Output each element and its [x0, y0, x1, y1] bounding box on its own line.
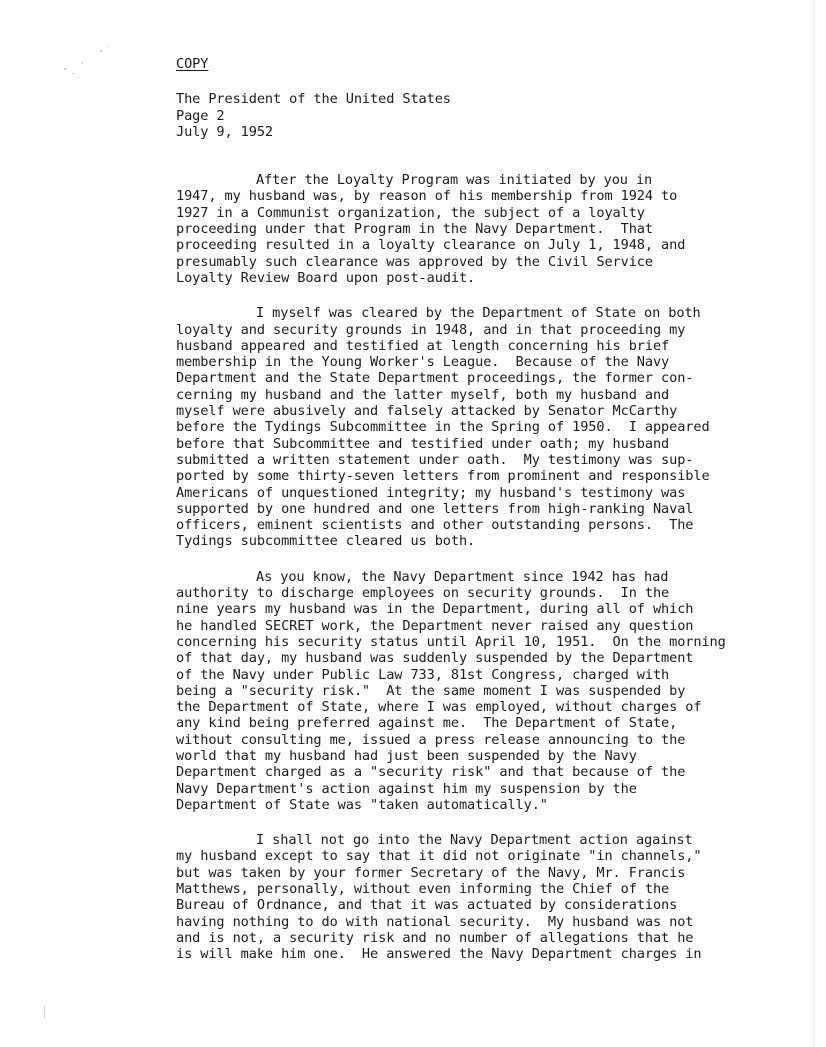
- text-line: Tydings subcommittee cleared us both.: [176, 533, 476, 550]
- paragraph-navy-suspension: [176, 569, 776, 813]
- text-line: is will make him one. He answered the Navy Department charges in: [176, 946, 702, 963]
- copy-mark: COPY: [176, 56, 209, 72]
- text-line: myself were abusively and falsely attacked by Senator McCarthy: [176, 403, 678, 420]
- text-line: supported by one hundred and one letters from high-ranking Naval: [176, 500, 694, 517]
- text-line: After the Loyalty Program was initiated by you in: [256, 172, 653, 189]
- page-edge-shadow: [813, 0, 814, 1047]
- letter-body: [176, 56, 776, 982]
- paragraph-state-clearance: [176, 305, 776, 549]
- text-line: Department and the State Department proceedings, the former con-: [176, 370, 694, 387]
- text-line: but was taken by your former Secretary of the Navy, Mr. Francis: [176, 864, 686, 881]
- text-line: 1947, my husband was, by reason of his membership from 1924 to: [176, 188, 678, 205]
- text-line: Department of State was "taken automatically.": [176, 796, 548, 813]
- text-line: Americans of unquestioned integrity; my husband's testimony was: [176, 484, 686, 501]
- text-line: proceeding under that Program in the Navy Department. That: [176, 221, 653, 238]
- text-line: world that my husband had just been suspended by the Navy: [176, 747, 637, 764]
- text-line: nine years my husband was in the Department, during all of which: [176, 601, 694, 618]
- date-line: July 9, 1952: [176, 123, 274, 140]
- text-line: submitted a written statement under oath. My testimony was sup-: [176, 451, 694, 468]
- paper-specks: [60, 42, 120, 82]
- text-line: he handled SECRET work, the Department never raised any question: [176, 617, 694, 634]
- text-line: husband appeared and testified at length concerning his brief: [176, 337, 670, 354]
- text-line: cerning my husband and the latter myself, both my husband and: [176, 386, 670, 403]
- text-line: Bureau of Ordnance, and that it was actuated by considerations: [176, 897, 678, 914]
- text-line: Navy Department's action against him my suspension by the: [176, 780, 637, 797]
- text-line: of that day, my husband was suddenly suspended by the Department: [176, 650, 694, 667]
- paragraph-navy-action: [176, 832, 776, 962]
- text-line: loyalty and security grounds in 1948, and in that proceeding my: [176, 321, 686, 338]
- recipient-line: The President of the United States: [176, 91, 451, 108]
- text-line: 1927 in a Communist organization, the subject of a loyalty: [176, 204, 645, 221]
- text-line: concerning his security status until April 10, 1951. On the morning: [176, 633, 726, 650]
- text-line: ported by some thirty-seven letters from prominent and responsible: [176, 468, 710, 485]
- text-line: any kind being preferred against me. The Department of State,: [176, 715, 678, 732]
- text-line: the Department of State, where I was employed, without charges of: [176, 699, 702, 716]
- text-line: my husband except to say that it did not originate "in channels,": [176, 848, 702, 865]
- paper-mark: [44, 1005, 45, 1019]
- text-line: As you know, the Navy Department since 1942 has had: [256, 568, 669, 585]
- text-line: before that Subcommittee and testified under oath; my husband: [176, 435, 670, 452]
- text-line: having nothing to do with national security. My husband was not: [176, 913, 694, 930]
- text-line: I myself was cleared by the Department of State on both: [256, 305, 701, 322]
- text-line: proceeding resulted in a loyalty clearance on July 1, 1948, and: [176, 237, 686, 254]
- text-line: presumably such clearance was approved by the Civil Service: [176, 253, 653, 270]
- text-line: membership in the Young Worker's League. Because of the Navy: [176, 354, 670, 371]
- page-number-line: Page 2: [176, 107, 225, 124]
- paragraph-loyalty-program: [176, 172, 776, 286]
- letter-header: [176, 91, 776, 140]
- text-line: Department charged as a "security risk" and that because of the: [176, 764, 686, 781]
- text-line: officers, eminent scientists and other outstanding persons. The: [176, 517, 694, 534]
- text-line: before the Tydings Subcommittee in the Spring of 1950. I appeared: [176, 419, 710, 436]
- text-line: without consulting me, issued a press release announcing to the: [176, 731, 686, 748]
- text-line: Matthews, personally, without even informing the Chief of the: [176, 881, 670, 898]
- text-line: I shall not go into the Navy Department action against: [256, 832, 693, 849]
- text-line: authority to discharge employees on security grounds. In the: [176, 585, 670, 602]
- text-line: being a "security risk." At the same moment I was suspended by: [176, 682, 686, 699]
- text-line: of the Navy under Public Law 733, 81st Congress, charged with: [176, 666, 670, 683]
- text-line: and is not, a security risk and no number of allegations that he: [176, 929, 694, 946]
- text-line: Loyalty Review Board upon post-audit.: [176, 269, 476, 286]
